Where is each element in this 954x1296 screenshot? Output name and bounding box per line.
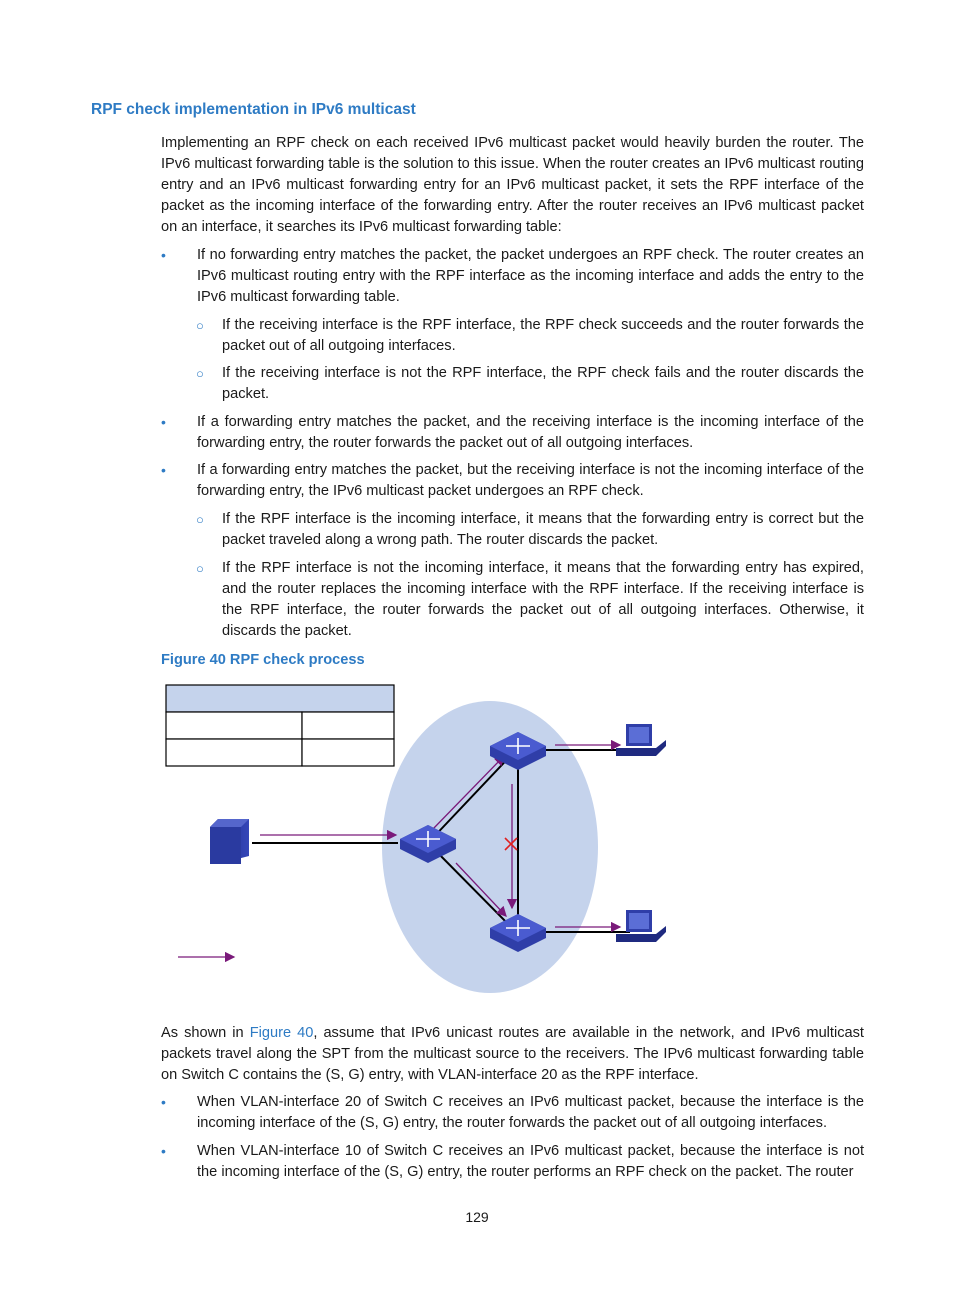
bullet-text: When VLAN-interface 10 of Switch C receives an IPv6 multicast packet, because the interface is not the incoming interface of the (S, G) entry, the router performs an RPF check on the packet. The router [197,1143,864,1180]
figure-caption: Figure 40 RPF check process [161,652,365,668]
bullet-item [161,1092,864,1134]
circle-bullet-icon: ○ [196,318,204,333]
circle-bullet-icon: ○ [196,366,204,381]
circle-bullet-icon: ○ [196,512,204,527]
bullet-text: If no forwarding entry matches the packet, the packet undergoes an RPF check. The router creates an IPv6 multicast routing entry with the RPF interface as the incoming interface and adds the entry to the IPv6 multicast forwarding table. [197,247,864,305]
bullet-icon: • [161,1143,166,1159]
forwarding-table [166,685,394,766]
table-header-cell [166,685,394,712]
bullet-item [161,460,864,502]
intro-paragraph: Implementing an RPF check on each received IPv6 multicast packet would heavily burden the router. The IPv6 multicast forwarding table is the solution to this issue. When the router creates an IPv6 multicast routing entry and an IPv6 multicast forwarding entry for an IPv6 multicast packet, it sets the RPF interface of the packet as the incoming interface of the forwarding entry. After the router receives an IPv6 multicast packet on an interface, it searches its IPv6 multicast forwarding table: [161,135,864,235]
bullet-text: If a forwarding entry matches the packet, but the receiving interface is not the incoming interface of the forwarding entry, the IPv6 multicast packet undergoes an RPF check. [197,462,864,499]
circle-bullet-icon: ○ [196,561,204,576]
sub-bullet-text: If the RPF interface is not the incoming interface, it means that the forwarding entry has expired, and the router replaces the incoming interface with the RPF interface. If the receiving interface is the RPF interface, the router forwards the packet out of all outgoing interfaces. Otherwise, it discards the packet. [222,560,864,639]
table-cell [166,712,302,739]
rpf-check-diagram [160,680,680,1000]
bullet-text: When VLAN-interface 20 of Switch C receives an IPv6 multicast packet, because the interface is the incoming interface of the (S, G) entry, the router forwards the packet out of all outgoing interfaces. [197,1094,864,1131]
diagram-svg [160,680,680,1000]
bullet-item [161,245,864,308]
bullet-item [161,412,864,454]
table-cell [302,712,394,739]
bullet-item [161,1141,864,1183]
host-icon [616,724,666,756]
table-cell [302,739,394,766]
bullet-icon: • [161,414,166,430]
sub-bullet-text: If the receiving interface is not the RPF interface, the RPF check fails and the router discards the packet. [222,365,864,402]
figure-link[interactable]: Figure 40 [249,1025,314,1041]
bullet-icon: • [161,1094,166,1110]
bullet-icon: • [161,247,166,263]
sub-bullet-item [196,363,864,405]
sub-bullet-item [196,558,864,642]
sub-bullet-item [196,509,864,551]
bullet-icon: • [161,462,166,478]
bullet-text: If a forwarding entry matches the packet, and the receiving interface is the incoming interface of the forwarding entry, the router forwards the packet out of all outgoing interfaces. [197,414,864,451]
table-cell [166,739,302,766]
page-number: 129 [465,1209,489,1225]
sub-bullet-text: If the receiving interface is the RPF interface, the RPF check succeeds and the router forwards the packet out of all outgoing interfaces. [222,317,864,354]
host-icon [616,910,666,942]
section-heading: RPF check implementation in IPv6 multicast [91,101,416,118]
text-span: , assume that IPv6 unicast routes are available in the network, and IPv6 multicast packets travel along the SPT from the multicast source to the receivers. The IPv6 multicast forwarding table on Switch C contains the (S, G) entry, with VLAN-interface 20 as the RPF interface. [161,1025,864,1083]
server-icon [210,819,249,864]
sub-bullet-item [196,315,864,357]
sub-bullet-text: If the RPF interface is the incoming interface, it means that the forwarding entry is correct but the packet traveled along a wrong path. The router discards the packet. [222,511,864,548]
after-figure-paragraph [161,1023,864,1086]
text-span: As shown in [161,1025,250,1041]
